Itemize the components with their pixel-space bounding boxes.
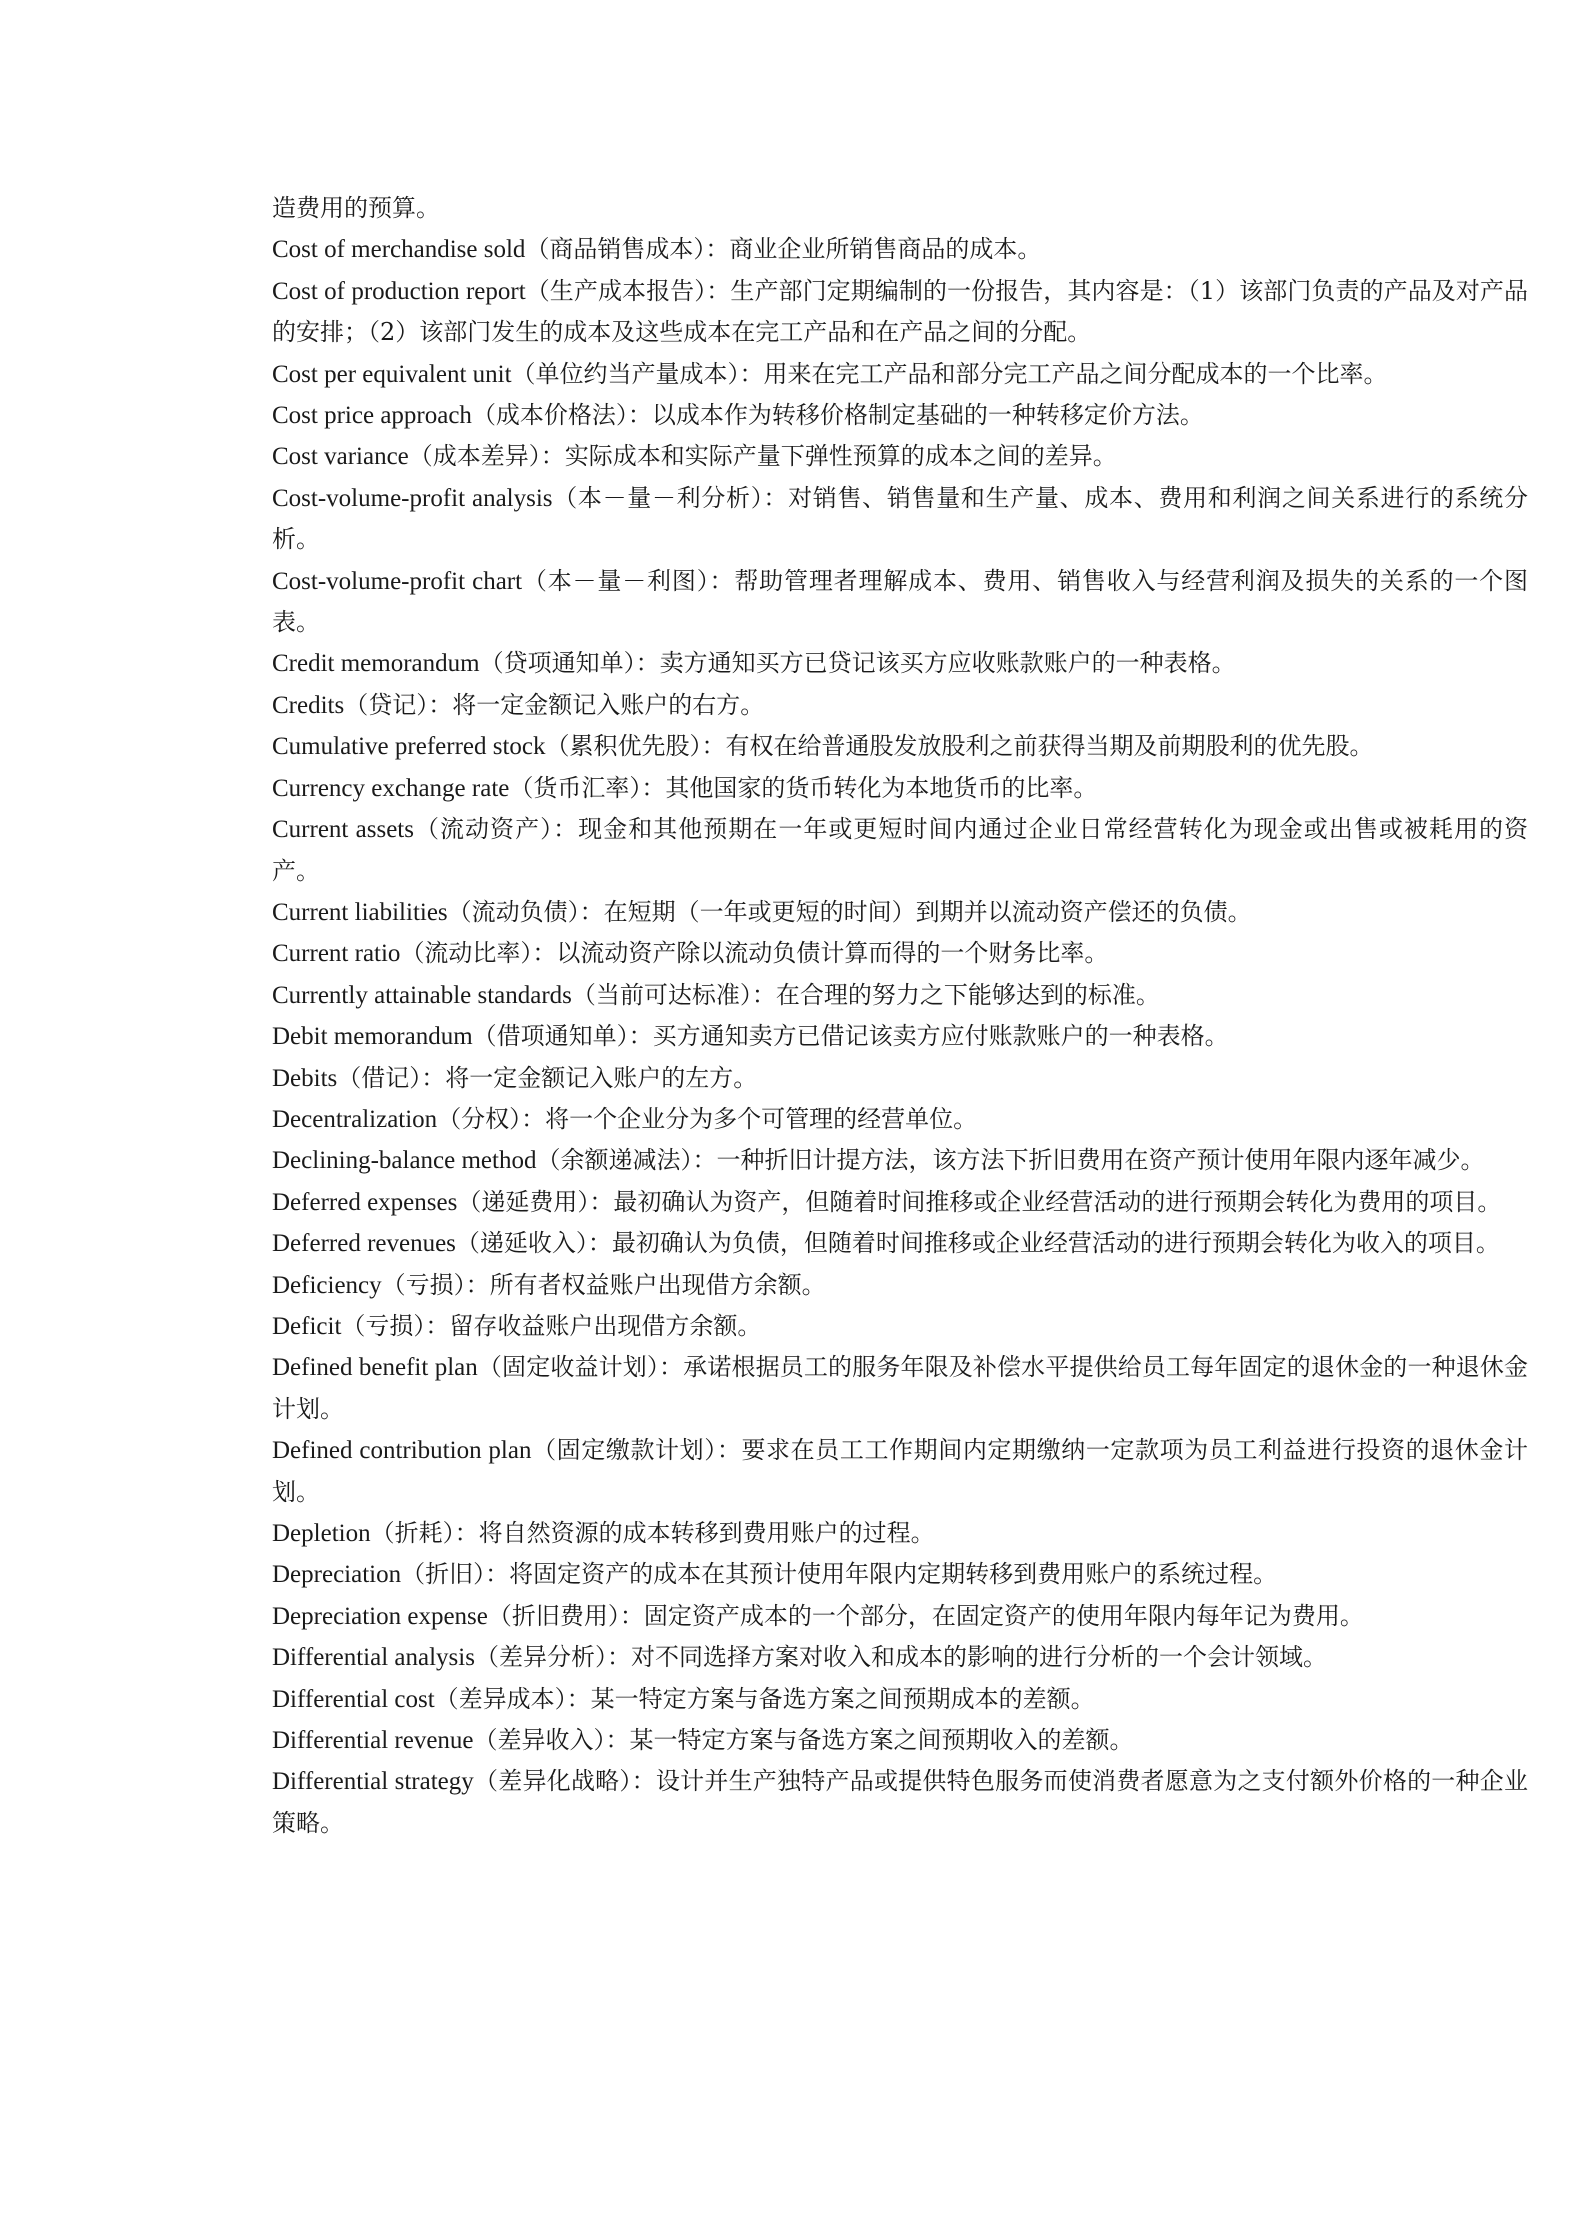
glossary-entry <box>272 1223 1528 1264</box>
glossary-definition: （折旧）：将固定资产的成本在其预计使用年限内定期转移到费用账户的系统过程。 <box>401 1560 1278 1589</box>
glossary-entry <box>272 685 1528 726</box>
glossary-term: Depreciation expense <box>272 1602 488 1630</box>
glossary-definition: （流动负债）：在短期（一年或更短的时间）到期并以流动资产偿还的负债。 <box>447 897 1252 926</box>
glossary-entry <box>272 726 1528 767</box>
glossary-entry <box>272 354 1528 395</box>
glossary-term: Differential strategy <box>272 1768 474 1796</box>
glossary-term: Deficiency <box>272 1271 382 1299</box>
glossary-definition: （生产成本报告）：生产部门定期编制的一份报告，其内容是：（1）该部门负责的产品及对产品的安排；（2）该部门发生的成本及这些成本在完工产品和在产品之间的分配。 <box>272 276 1528 347</box>
glossary-page <box>272 188 1528 1844</box>
glossary-entry <box>272 975 1528 1016</box>
glossary-definition: （亏损）：所有者权益账户出现借方余额。 <box>381 1270 826 1299</box>
glossary-entry <box>272 768 1528 809</box>
glossary-entry <box>272 1679 1528 1720</box>
glossary-term: Cost of merchandise sold <box>272 236 526 264</box>
glossary-term: Decentralization <box>272 1105 438 1133</box>
glossary-definition: （累积优先股）：有权在给普通股发放股利之前获得当期及前期股利的优先股。 <box>545 732 1374 761</box>
glossary-definition: （亏损）：留存收益账户出现借方余额。 <box>341 1311 762 1340</box>
glossary-term: Cost price approach <box>272 402 472 430</box>
glossary-term: Currently attainable standards <box>272 981 572 1009</box>
glossary-entry <box>272 1306 1528 1347</box>
glossary-definition: （成本差异）：实际成本和实际产量下弹性预算的成本之间的差异。 <box>408 442 1117 471</box>
glossary-term: Differential analysis <box>272 1644 475 1672</box>
glossary-entry <box>272 1016 1528 1057</box>
glossary-term: Depletion <box>272 1520 371 1547</box>
glossary-definition: （固定收益计划）：承诺根据员工的服务年限及补偿水平提供给员工每年固定的退休金的一种退休金计划。 <box>272 1353 1529 1423</box>
glossary-entry <box>272 1265 1528 1306</box>
glossary-definition: （本－量－利图）：帮助管理者理解成本、费用、销售收入与经营利润及损失的关系的一个图表。 <box>272 566 1528 637</box>
glossary-definition: （借项通知单）：买方通知卖方已借记该卖方应付账款账户的一种表格。 <box>472 1022 1229 1051</box>
glossary-entry <box>272 1430 1528 1513</box>
glossary-definition: （余额递减法）：一种折旧计提方法，该方法下折旧费用在资产预计使用年限内逐年减少。 <box>536 1146 1485 1175</box>
glossary-entry <box>272 933 1528 974</box>
glossary-definition: （差异收入）：某一特定方案与备选方案之间预期收入的差额。 <box>473 1726 1134 1755</box>
glossary-entry <box>272 1058 1528 1099</box>
glossary-entry <box>272 271 1528 354</box>
glossary-definition: （单位约当产量成本）：用来在完工产品和部分完工产品之间分配成本的一个比率。 <box>511 359 1388 388</box>
glossary-term: Defined benefit plan <box>272 1354 478 1382</box>
glossary-term: Cost per equivalent unit <box>272 360 512 388</box>
glossary-entry <box>272 229 1528 270</box>
glossary-entry <box>272 643 1528 684</box>
glossary-term: Cost-volume-profit chart <box>272 567 523 595</box>
glossary-definition: （固定缴款计划）：要求在员工工作期间内定期缴纳一定款项为员工利益进行投资的退休金计划。 <box>272 1436 1529 1506</box>
glossary-definition: （差异化战略）：设计并生产独特产品或提供特色服务而使消费者愿意为之支付额外价格的一种企业策略。 <box>272 1767 1528 1837</box>
glossary-entry <box>272 395 1528 436</box>
glossary-definition: （流动比率）：以流动资产除以流动负债计算而得的一个财务比率。 <box>400 939 1109 968</box>
glossary-term: Debit memorandum <box>272 1023 473 1051</box>
glossary-definition: （借记）：将一定金额记入账户的左方。 <box>337 1063 758 1092</box>
glossary-entry <box>272 1182 1528 1223</box>
glossary-term: Depreciation <box>272 1561 402 1589</box>
glossary-term: Credits <box>272 691 345 719</box>
glossary-term: Cost of production report <box>272 277 526 305</box>
glossary-entry <box>272 436 1528 477</box>
glossary-term: Deferred revenues <box>272 1230 456 1258</box>
glossary-entry <box>272 1761 1528 1844</box>
glossary-entry <box>272 1720 1528 1761</box>
glossary-term: Deferred expenses <box>272 1188 458 1216</box>
glossary-definition: （货币汇率）：其他国家的货币转化为本地货币的比率。 <box>509 773 1098 802</box>
glossary-definition: （成本价格法）：以成本作为转移价格制定基础的一种转移定价方法。 <box>471 401 1204 430</box>
glossary-definition: 造费用的预算。 <box>272 194 440 222</box>
glossary-entry <box>272 478 1528 561</box>
glossary-definition: （递延收入）：最初确认为负债，但随着时间推移或企业经营活动的进行预期会转化为收入的项目。 <box>455 1229 1500 1258</box>
glossary-entry <box>272 892 1528 933</box>
glossary-definition: （递延费用）：最初确认为资产，但随着时间推移或企业经营活动的进行预期会转化为费用的项目。 <box>457 1187 1502 1216</box>
glossary-definition: （商品销售成本）：商业企业所销售商品的成本。 <box>525 235 1042 264</box>
glossary-definition: （折旧费用）：固定资产成本的一个部分，在固定资产的使用年限内每年记为费用。 <box>487 1601 1364 1630</box>
glossary-entry <box>272 1513 1528 1554</box>
glossary-definition: （当前可达标准）：在合理的努力之下能够达到的标准。 <box>571 980 1160 1009</box>
glossary-definition: （折耗）：将自然资源的成本转移到费用账户的过程。 <box>370 1519 935 1547</box>
glossary-term: Currency exchange rate <box>272 774 510 802</box>
glossary-definition: （分权）：将一个企业分为多个可管理的经营单位。 <box>437 1104 978 1133</box>
glossary-definition: （贷记）：将一定金额记入账户的右方。 <box>344 690 765 719</box>
glossary-term: Defined contribution plan <box>272 1437 532 1465</box>
glossary-entry <box>272 1099 1528 1140</box>
glossary-definition: （贷项通知单）：卖方通知买方已贷记该买方应收账款账户的一种表格。 <box>479 649 1236 678</box>
glossary-term: Current assets <box>272 816 414 844</box>
glossary-term: Deficit <box>272 1312 342 1340</box>
glossary-entry <box>272 1596 1528 1637</box>
glossary-definition: （差异分析）：对不同选择方案对收入和成本的影响的进行分析的一个会计领域。 <box>474 1643 1327 1672</box>
glossary-term: Cost variance <box>272 443 409 471</box>
glossary-term: Credit memorandum <box>272 650 480 678</box>
glossary-term: Current ratio <box>272 940 401 968</box>
glossary-term: Current liabilities <box>272 898 448 926</box>
glossary-term: Cumulative preferred stock <box>272 733 546 761</box>
glossary-entry <box>272 1637 1528 1678</box>
glossary-definition: （本－量－利分析）：对销售、销售量和生产量、成本、费用和利润之间关系进行的系统分析。 <box>272 483 1528 554</box>
glossary-term: Differential revenue <box>272 1727 474 1755</box>
glossary-entry <box>272 188 1528 229</box>
glossary-definition: （流动资产）：现金和其他预期在一年或更短时间内通过企业日常经营转化为现金或出售或被耗用的资产。 <box>272 815 1528 885</box>
glossary-definition: （差异成本）：某一特定方案与备选方案之间预期成本的差额。 <box>434 1684 1095 1713</box>
glossary-entry <box>272 1140 1528 1181</box>
glossary-term: Debits <box>272 1064 338 1092</box>
glossary-term: Differential cost <box>272 1685 435 1713</box>
glossary-entry <box>272 1347 1528 1430</box>
glossary-term: Cost-volume-profit analysis <box>272 484 553 512</box>
glossary-term: Declining-balance method <box>272 1147 537 1175</box>
glossary-entry <box>272 561 1528 644</box>
glossary-entry <box>272 1554 1528 1595</box>
glossary-entry <box>272 809 1528 892</box>
